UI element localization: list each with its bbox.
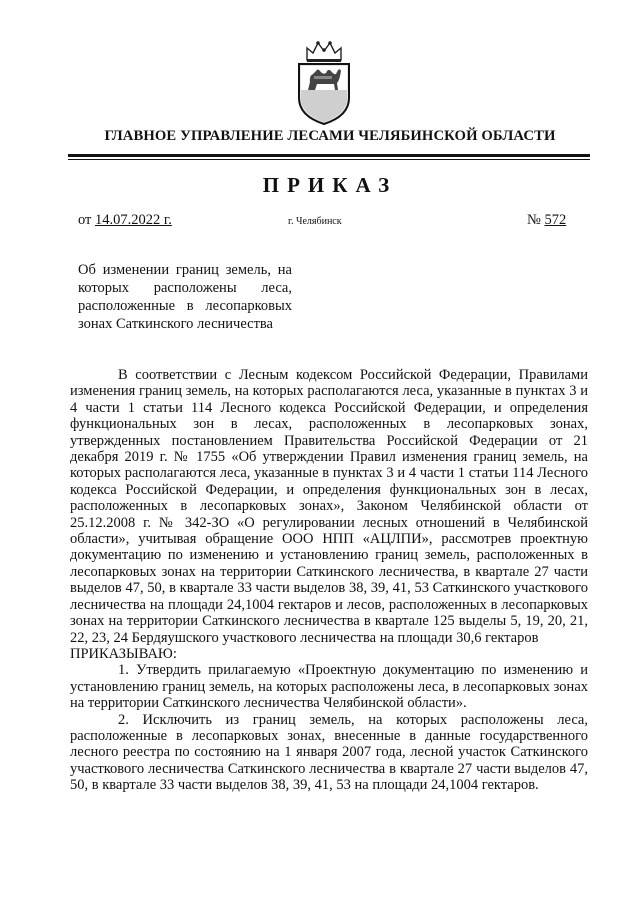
- coat-of-arms-icon: [293, 40, 355, 126]
- header-rule-thin: [68, 159, 590, 160]
- order-date: [78, 212, 172, 229]
- date-prefix: от: [78, 212, 92, 228]
- date-value: 14.07.2022 г.: [95, 212, 172, 228]
- header-rule-thick: [68, 154, 590, 157]
- organization-name: ГЛАВНОЕ УПРАВЛЕНИЕ ЛЕСАМИ ЧЕЛЯБИНСКОЙ ОБЛАСТИ: [104, 128, 556, 144]
- number-value: 572: [544, 212, 567, 228]
- order-body: [70, 367, 588, 794]
- order-subject: Об изменении границ земель, на которых расположены леса, расположенные в лесопарковых зонах Саткинского лесничества: [78, 262, 292, 332]
- order-number: [527, 212, 566, 229]
- order-word: ПРИКАЗЫВАЮ:: [70, 645, 177, 662]
- document-title: ПРИКАЗ: [262, 173, 398, 197]
- order-item-2: 2. Исключить из границ земель, на которых расположены леса, расположенные в лесопарковых зонах, внесенные в данные государственного лесного реестра по состоянию на 1 января 2007 года, лесной участок Саткинского участкового лесничества Саткинского лесничества в квартале 27 части выделов 47, 50, в квартале 33 части выделов 38, 39, 41, 53 на площади 24,1004 гектаров.: [70, 711, 588, 794]
- preamble-paragraph: В соответствии с Лесным кодексом Российской Федерации, Правилами изменения границ земель, на которых располагаются леса, указанные в пунктах 3 и 4 части 1 статьи 114 Лесного кодекса Российской Федерации, и определения функциональных зон в лесах, расположенных в лесопарковых зонах, утвержденных постановлением Правительства Российской Федерации от 21 декабря 2019 г. № 1755 «Об утверждении Правил изменения границ земель, на которых располагаются леса, указанные в пунктах 3 и 4 части 1 статьи 114 Лесного кодекса Российской Федерации, и определения функциональных зон в лесах, расположенных в лесопарковых зонах», Законом Челябинской области от 25.12.2008 г. № 342-ЗО «О регулировании лесных отношений в Челябинской области», учитывая обращение ООО НПП «АЦЛПИ», рассмотрев проектную документацию по изменению и установлению границ земель, расположенных в лесопарковых зонах на территории Саткинского лесничества, в квартале 27 части выделов 47, 50, в квартале 33 части выделов 38, 39, 41, 53 Саткинского участкового лесничества на площади 24,1004 гектаров и лесов, расположенных в лесопарковых зонах на территории Саткинского лесничества в квартале 125 выделы 5, 19, 20, 21, 22, 23, 24 Бердяушского участкового лесничества на площади 30,6 гектаров: [70, 367, 588, 646]
- order-item-1: 1. Утвердить прилагаемую «Проектную документацию по изменению и установлению границ земель, на которых расположены леса, в лесопарковых зонах на территории Саткинского лесничества Челябинской области».: [70, 662, 588, 712]
- number-prefix: №: [527, 212, 541, 228]
- order-city: г. Челябинск: [288, 216, 342, 227]
